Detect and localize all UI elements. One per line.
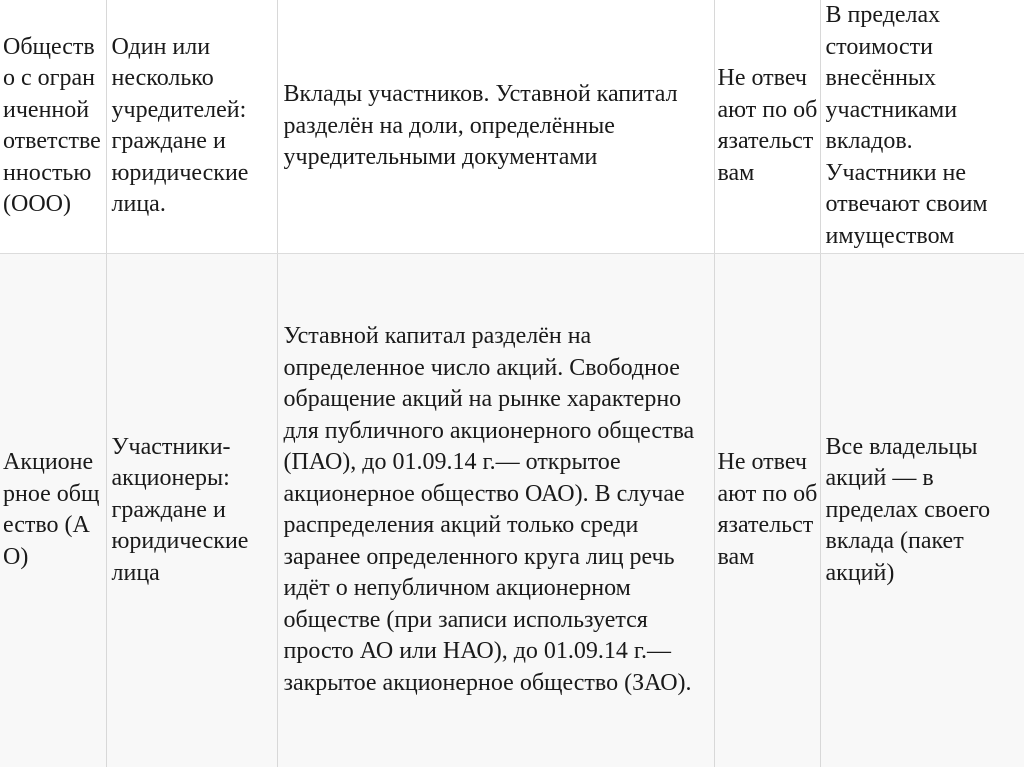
table-row-ao — [0, 253, 1024, 767]
table-row-ooo — [0, 0, 1024, 253]
cell-capital: Уставной капитал разделён на определенное число акций. Свободное обращение акций на рынке характерно для публичного акционерного общества (ПАО), до 01.09.14 г.— открытое акционерное общество ОАО). В случае распределения акций только среди заранее определенного круга лиц речь идёт о непубличном акционерном обществе (при записи используется просто АО или НАО), до 01.09.14 г.— закрытое акционерное общество (ЗАО). — [277, 253, 714, 767]
cell-founders: Один или несколько учредителей: граждане и юридические лица. — [106, 0, 277, 253]
cell-capital: Вклады участников. Уставной капитал разделён на доли, определённые учредительными документами — [277, 0, 714, 253]
cell-founders: Участники-акционеры: граждане и юридические лица — [106, 253, 277, 767]
cell-participant-liability: В пределах стоимости внесённых участниками вкладов. Участники не отвечают своим имуществом — [820, 0, 1024, 253]
cell-company-liability: Не отвечают по обязательствам — [714, 0, 820, 253]
cell-form: Акционерное общество (АО) — [0, 253, 106, 767]
cell-participant-liability: Все владельцы акций — в пределах своего вклада (пакет акций) — [820, 253, 1024, 767]
cell-company-liability: Не отвечают по обязательствам — [714, 253, 820, 767]
cell-form: Общество с ограниченной ответственностью (ООО) — [0, 0, 106, 253]
